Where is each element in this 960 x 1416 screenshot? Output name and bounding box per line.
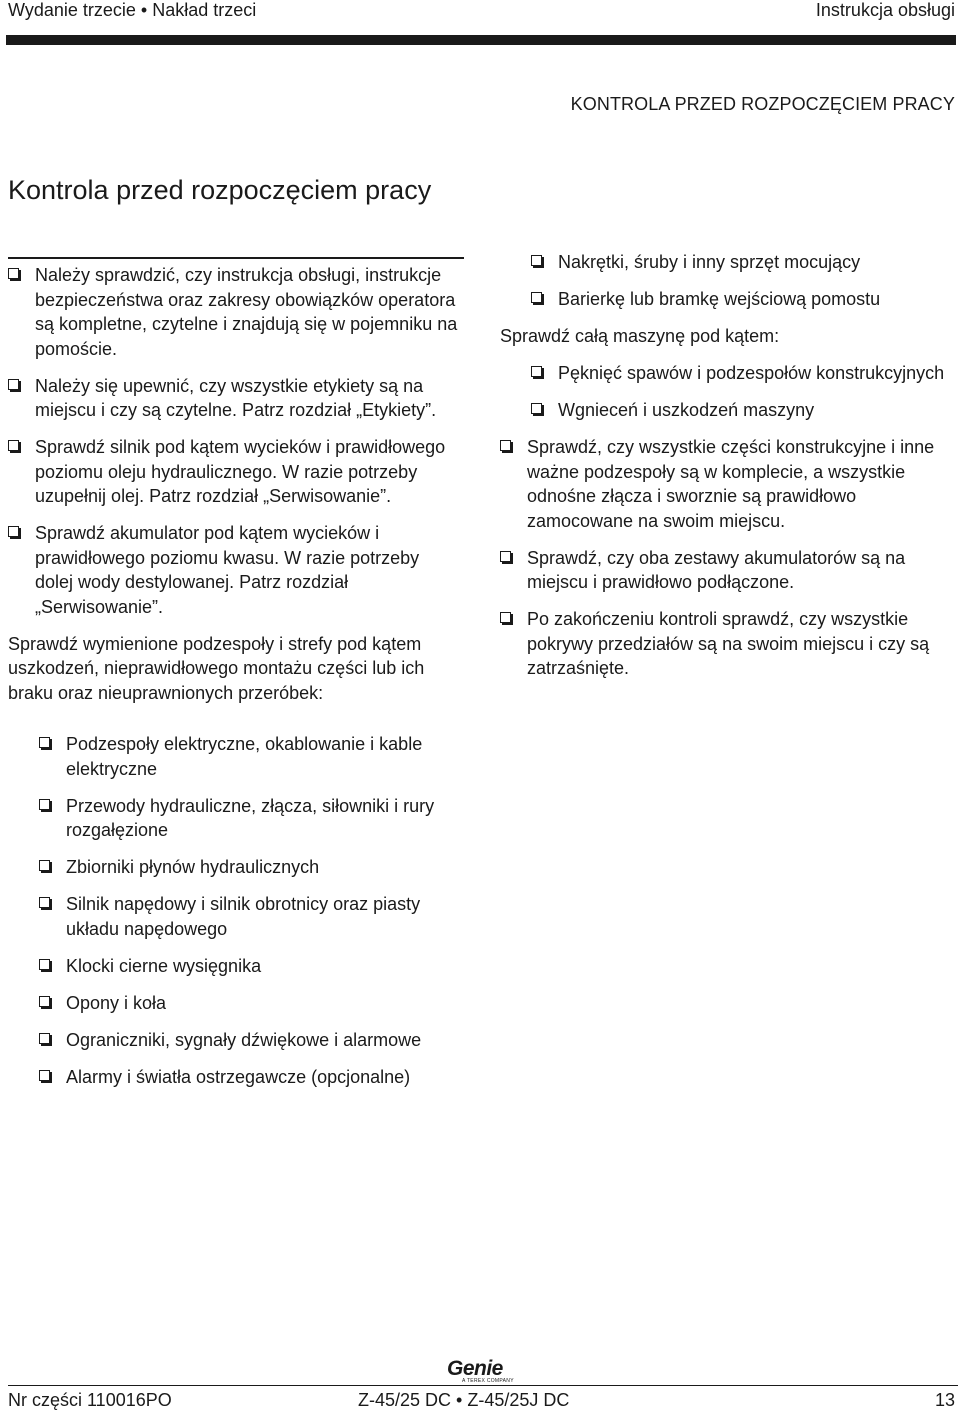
checklist-subitem — [39, 892, 458, 941]
checklist-subitem-text: Silnik napędowy i silnik obrotnicy oraz piasty układu napędowego — [66, 894, 421, 939]
checklist-subitem-text: Pęknięć spawów i podzespołów konstrukcyjnych — [558, 363, 945, 383]
checklist-subitem-text: Przewody hydrauliczne, złącza, siłowniki i rury rozgałęzione — [66, 795, 435, 840]
footer-rule — [8, 1385, 958, 1386]
checklist-subitem-text: Alarmy i światła ostrzegawcze (opcjonalne) — [66, 1066, 411, 1087]
checkbox-icon — [531, 366, 542, 377]
page-title: Kontrola przed rozpoczęciem pracy — [8, 175, 432, 205]
checkbox-icon — [39, 737, 50, 748]
checklist-item — [500, 607, 960, 681]
section-heading: KONTROLA PRZED ROZPOCZĘCIEM PRACY — [570, 94, 955, 114]
header-left: Wydanie trzecie • Nakład trzeci — [8, 0, 257, 20]
checkbox-icon — [39, 799, 50, 810]
checklist-subitem-text: Nakrętki, śruby i inny sprzęt mocujący — [558, 252, 861, 272]
checkbox-icon — [39, 1033, 50, 1044]
checklist-subitem-text: Barierkę lub bramkę wejściową pomostu — [558, 289, 881, 309]
checklist-item-text: Po zakończeniu kontroli sprawdź, czy wszystkie pokrywy przedziałów są na swoim miejscu i czy są zatrzaśnięte. — [527, 609, 930, 678]
checkbox-icon — [531, 403, 542, 414]
header-bar — [6, 35, 956, 45]
checklist-subitem — [39, 855, 458, 880]
checkbox-icon — [39, 860, 50, 871]
checklist-item — [500, 546, 960, 595]
checklist-item — [500, 435, 960, 533]
checklist-subitem — [531, 398, 960, 423]
footer-model: Z-45/25 DC • Z-45/25J DC — [358, 1390, 570, 1410]
checkbox-icon — [8, 526, 19, 537]
checkbox-icon — [531, 255, 542, 266]
logo-tagline: A TEREX COMPANY — [462, 1378, 514, 1384]
checklist-item — [8, 521, 458, 619]
checklist-subitem — [39, 991, 458, 1016]
checklist-subitem — [39, 1028, 458, 1053]
checklist-subitem — [531, 361, 960, 386]
checkbox-icon — [39, 996, 50, 1007]
checkbox-icon — [39, 959, 50, 970]
checkbox-icon — [8, 440, 19, 451]
checklist-subitem — [39, 954, 458, 979]
checklist-item-text: Sprawdź, czy oba zestawy akumulatorów są na miejscu i prawidłowo podłączone. — [527, 547, 906, 592]
genie-logo: Genie — [447, 1357, 503, 1380]
checklist-item — [8, 435, 458, 509]
checklist-subitem — [39, 1065, 458, 1090]
checkbox-icon — [39, 897, 50, 908]
checkbox-icon — [500, 612, 511, 623]
checklist-item-text: Należy sprawdzić, czy instrukcja obsługi, instrukcje bezpieczeństwa oraz zakresy obowiązków operatora są kompletne, czytelne i znajdują się w pojemniku na pomoście. — [35, 265, 458, 359]
checklist-subitem — [531, 250, 960, 275]
checklist-item — [8, 263, 458, 361]
checkbox-icon — [500, 440, 511, 451]
checkbox-icon — [500, 551, 511, 562]
checklist-subitem-text: Zbiorniki płynów hydraulicznych — [66, 857, 320, 877]
checklist-item — [8, 374, 458, 423]
checklist-item-text: Sprawdź, czy wszystkie części konstrukcyjne i inne ważne podzespoły są w komplecie, a wszystkie odnośne złącza i sworznie są prawidłowo zamocowane na swoim miejscu. — [527, 437, 935, 531]
checklist-item-text: Sprawdź akumulator pod kątem wycieków i prawidłowego poziomu kwasu. W razie potrzeby dolej wody destylowanej. Patrz rozdział „Serwisowanie”. — [35, 523, 420, 617]
checklist-subitem-text: Ograniczniki, sygnały dźwiękowe i alarmowe — [66, 1029, 422, 1050]
checkbox-icon — [39, 1070, 50, 1081]
page-number: 13 — [934, 1390, 955, 1410]
checklist-item-text: Sprawdź silnik pod kątem wycieków i prawidłowego poziomu oleju hydraulicznego. W razie potrzeby uzupełnij olej. Patrz rozdział „Serwisowanie”. — [35, 437, 446, 506]
check-paragraph: Sprawdź całą maszynę pod kątem: — [500, 326, 780, 346]
checklist-subitem-text: Wgnieceń i uszkodzeń maszyny — [558, 400, 815, 420]
checklist-subitem — [39, 794, 458, 843]
checkbox-icon — [531, 292, 542, 303]
checklist-subitem-text: Klocki cierne wysięgnika — [66, 955, 262, 976]
checkbox-icon — [8, 379, 19, 390]
left-column — [8, 263, 458, 1102]
checklist-subitem-text: Podzespoły elektryczne, okablowanie i kable elektryczne — [66, 734, 423, 779]
intro-paragraph: Sprawdź wymienione podzespoły i strefy pod kątem uszkodzeń, nieprawidłowego montażu części lub ich braku oraz nieuprawnionych przeróbek: — [8, 633, 425, 703]
header-right: Instrukcja obsługi — [815, 0, 955, 20]
checkbox-icon — [8, 268, 19, 279]
checklist-subitem — [39, 732, 458, 781]
checklist-subitem — [531, 287, 960, 312]
checklist-subitem-text: Opony i koła — [66, 992, 167, 1013]
right-column — [500, 250, 960, 693]
title-underline — [8, 257, 464, 259]
checklist-item-text: Należy się upewnić, czy wszystkie etykiety są na miejscu i czy są czytelne. Patrz rozdział „Etykiety”. — [35, 375, 437, 420]
footer-part-number: Nr części 110016PO — [8, 1390, 172, 1410]
